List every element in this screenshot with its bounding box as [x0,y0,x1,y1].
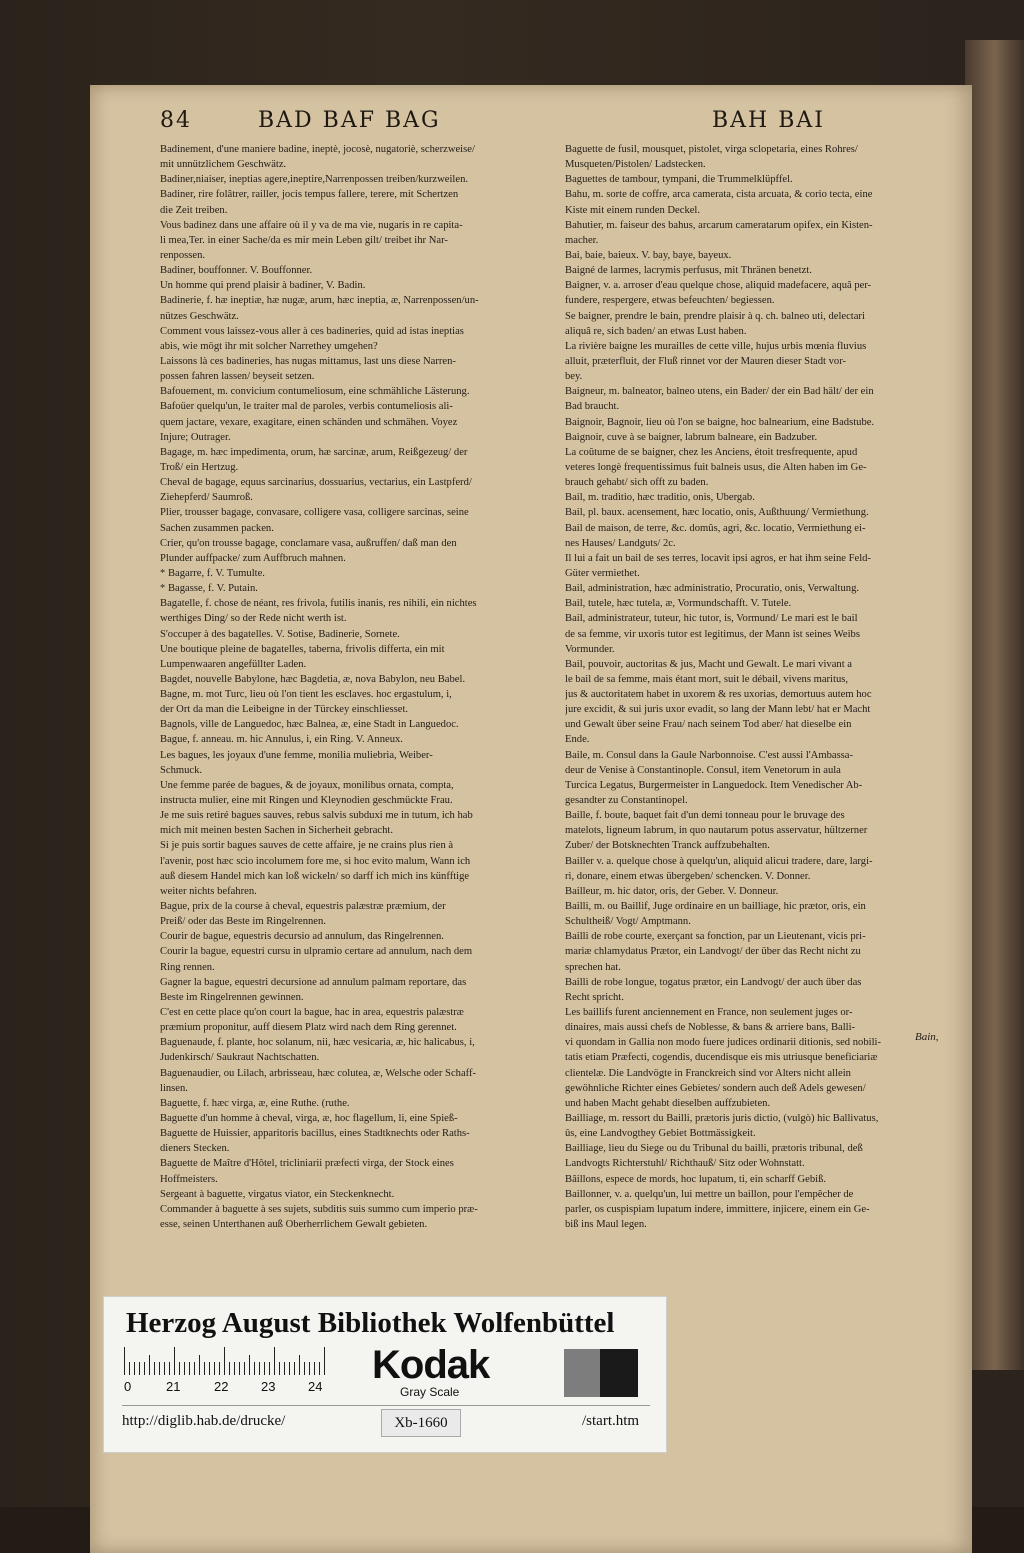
text-line: Bailli, m. ou Baillif, Juge ordinaire en un bailliage, hic prætor, oris, ein [565,901,866,913]
text-line: Sachen zusammen packen. [160,522,274,534]
text-line: fundere, respergere, etwas befeuchten/ begiessen. [565,295,775,307]
text-line: mariæ chlamydatus Prætor, ein Landvogt/ der über das Recht nicht zu [565,946,861,958]
text-line: li mea,Ter. in einer Sache/da es mir mein Leben gilt/ treibet ihr Nar- [160,234,448,246]
text-line: Bagdet, nouvelle Babylone, hæc Bagdetia, æ, nova Babylon, neu Babel. [160,673,466,685]
text-line: Bague, f. anneau. m. hic Annulus, i, ein Ring. V. Anneux. [160,734,403,746]
ruler-tick [214,1362,215,1375]
text-line: weiter nichts befahren. [160,885,257,897]
right-column [565,142,965,1232]
text-line: Schmuck. [160,764,203,776]
card-divider [122,1405,650,1406]
ruler-numbers [124,1379,334,1393]
ruler-tick [169,1362,170,1375]
ruler-tick [319,1362,320,1375]
text-line: Une femme parée de bagues, & de joyaux, monilibus ornata, compta, [160,779,454,791]
left-running-head: BAD BAF BAG [258,108,441,133]
text-line: Je me suis retiré bagues sauves, rebus salvis subduxi me in tutum, ich hab [160,810,473,822]
ruler-number: 22 [214,1379,229,1394]
text-line: Bail, pouvoir, auctoritas & jus, Macht und Gewalt. Le mari vivant a [565,658,853,670]
text-line: mich mit meinen besten Sachen in Sicherheit gebracht. [160,825,393,837]
text-line: Baguenaude, f. plante, hoc solanum, nii, hæc vesicaria, æ, hic halicabus, i, [160,1037,475,1049]
text-line: linsen. [160,1082,188,1094]
text-line: Courir la bague, equestri cursu in ulpramio certare ad annulum, nach dem [160,946,473,958]
text-line: Vormunder. [565,643,615,655]
text-line: Bail de maison, de terre, &c. domûs, agri, &c. locatio, Vermiethung ei- [565,522,866,534]
text-line: Sergeant à baguette, virgatus viator, ein Steckenknecht. [160,1188,395,1200]
ruler-tick [294,1362,295,1375]
text-line: Landvogts Richterstuhl/ Richthauß/ Sitz oder Wohnstatt. [565,1158,805,1170]
text-line: Bafoüer quelqu'un, le traiter mal de paroles, verbis contumeliosis ali- [160,401,453,413]
text-line: Musqueten/Pistolen/ Ladstecken. [565,159,706,171]
ruler-tick [204,1362,205,1375]
text-line: Bâillons, espece de mords, hoc lupatum, ti, ein scharff Gebiß. [565,1173,827,1185]
text-line: Bail, administrateur, tuteur, hic tutor, is, Vormund/ Le mari est le bail [565,613,858,625]
text-line: * Bagarre, f. V. Tumulte. [160,567,265,579]
start-link: /start.htm [582,1413,640,1429]
text-line: præmium proponitur, auff diesem Platz wird nach dem Ring gerennet. [160,1022,457,1034]
ruler-tick [249,1355,250,1375]
ruler-tick [259,1362,260,1375]
facing-page-edge [965,40,1024,1370]
text-line: C'est en cette place qu'on court la bague, hac in area, equestris palæstræ [160,1007,464,1019]
ruler-tick [229,1362,230,1375]
gray-scale-label: Gray Scale [400,1385,460,1399]
ruler-tick [184,1362,185,1375]
text-line: Les baillifs furent anciennement en France, non seulement juges or- [565,1007,853,1019]
text-line: sprechen hat. [565,961,621,973]
text-line: Bai, baie, baieux. V. bay, baye, bayeux. [565,249,732,261]
text-line: auß diesem Handel mich kan loß wickeln/ so darff ich mich ins künfftige [160,870,470,882]
ruler-tick [274,1347,275,1375]
ruler-number: 21 [166,1379,181,1394]
text-line: deur de Venise à Constantinople. Consul, item Venetorum in aula [565,764,841,776]
text-line: La coûtume de se baigner, chez les Anciens, étoit tresfrequente, apud [565,446,858,458]
ruler-tick [304,1362,305,1375]
text-line: Badiner,niaiser, ineptias agere,ineptire,Narrenpossen treiben/kurzweilen. [160,174,469,186]
text-line: Bad braucht. [565,401,620,413]
text-line: Il lui a fait un bail de ses terres, locavit ipsi agros, er hat ihm seine Feld- [565,552,871,564]
ruler-tick [219,1362,220,1375]
text-line: esse, seinen Unterthanen auß Oberherrlichem Gewalt gebieten. [160,1218,428,1230]
text-line: Bailli de robe longue, togatus prætor, ein Landvogt/ der auch über das [565,976,862,988]
text-line: Kiste mit einem runden Deckel. [565,204,701,216]
ruler-tick [174,1347,175,1375]
text-line: veteres longè frequentissimus fuit balneis usus, die Alten haben im Ge- [565,461,867,473]
page-number: 84 [160,108,192,133]
text-line: S'occuper à des bagatelles. V. Sotise, Badinerie, Sornete. [160,628,400,640]
text-line: Bagatelle, f. chose de néant, res frivola, futilis inanis, res nihili, ein nichtes [160,598,477,610]
ruler-tick [154,1362,155,1375]
text-line: Bailleur, m. hic dator, oris, der Geber. V. Donneur. [565,885,779,897]
ruler-number: 0 [124,1379,132,1394]
text-line: Un homme qui prend plaisir à badiner, V. Badin. [160,280,366,292]
text-line: Badiner, rire folâtrer, railler, jocis tempus fallere, terere, mit Schertzen [160,189,459,201]
text-line: ri, donare, einem etwas übergeben/ schencken. V. Donner. [565,870,811,882]
text-line: Baguette d'un homme à cheval, virga, æ, hoc flagellum, li, eine Spieß- [160,1113,458,1124]
gray-patch-mid [564,1349,600,1397]
text-line: Injure; Outrager. [160,431,231,443]
text-line: Bagne, m. mot Turc, lieu où l'on tient les esclaves. hoc ergastulum, i, [160,689,452,701]
text-line: mit unnützlichem Geschwätz. [160,159,287,171]
text-line: matelots, ligneum labrum, in quo nautarum potus asservatur, hültzerner [565,825,868,837]
text-line: Bailler v. a. quelque chose à quelqu'un, aliquid alicui tradere, dare, largi- [565,855,873,867]
text-line: Laissons là ces badineries, has nugas mittamus, last uns diese Narren- [160,355,456,367]
text-line: Baile, m. Consul dans la Gaule Narbonnoise. C'est aussi l'Ambassa- [565,749,854,761]
text-line: Bagnols, ville de Languedoc, hæc Balnea, æ, eine Stadt in Languedoc. [160,719,459,731]
text-line: Commander à baguette à ses sujets, subditis suis summo cum imperio præ- [160,1203,478,1215]
text-line: ûs, eine Landvogthey Gebiet Bottmässigkeit. [565,1128,756,1140]
ruler-tick [179,1362,180,1375]
text-line: gesandter zu Constantinopel. [565,795,688,807]
left-column [160,142,555,1232]
text-line: possen fahren lassen/ beyseit setzen. [160,371,315,383]
text-line: de sa femme, vir uxoris tutor est legitimus, der Mann ist seines Weibs [565,628,860,640]
text-line: Bagage, m. hæc impedimenta, orum, hæ sarcinæ, arum, Reißgezeug/ der [160,446,468,458]
text-line: und haben Macht gehabt dieselben auffzubieten. [565,1097,771,1109]
text-line: Se baigner, prendre le bain, prendre plaisir à q. ch. balneo uti, delectari [565,310,865,322]
text-line: Schultheiß/ Vogt/ Amptmann. [565,916,691,928]
text-line: der Ort da man die Leibeigne in der Türckey einschliesset. [160,704,409,716]
text-line: Baguenaudier, ou Lilach, arbrisseau, hæc colutea, æ, Welsche oder Schaff- [160,1067,477,1079]
text-line: Bailliage, lieu du Siege ou du Tribunal du bailli, prætoris tribunal, deß [565,1143,863,1155]
text-line: jure excidit, & sui juris uxor evadit, so lang der Mann lebt/ hat er Macht [565,704,871,716]
text-line: gewöhnliche Richter eines Gebietes/ sondern auch deß Adels gewesen/ [565,1082,866,1094]
text-line: Baguettes de tambour, tympani, die Trummelklüpffel. [565,174,793,186]
text-line: tatis etiam Præfecti, cogendis, ducendisque eis mis utriusque beneficiariæ [565,1052,878,1064]
text-line: Plier, trousser bagage, convasare, colligere vasa, colligere sarcinas, seine [160,507,469,519]
right-running-head: BAH BAI [712,108,825,133]
text-line: Baigné de larmes, lacrymis perfusus, mit Thränen benetzt. [565,265,812,277]
text-line: macher. [565,234,599,246]
text-line: clientelæ. Die Landvögte in Franckreich sind vor Alters nicht allein [565,1067,851,1079]
text-line: Güter vermiethet. [565,567,640,579]
text-line: nützes Geschwätz. [160,310,239,322]
text-line: Bailliage, m. ressort du Bailli, prætoris juris dictio, (vulgò) hic Ballivatus, [565,1113,879,1124]
ruler-tick [159,1362,160,1375]
text-line: Baguette de Huissier, apparitoris bacillus, eines Stadtknechts oder Raths- [160,1128,470,1140]
ruler-tick [144,1362,145,1375]
text-line: Ende. [565,734,590,746]
text-line: La rivière baigne les murailles de cette ville, hujus urbis mœnia fluvius [565,340,867,352]
text-line: Baguette de fusil, mousquet, pistolet, virga sclopetaria, eines Rohres/ [565,144,858,155]
text-line: vi quondam in Gallia non modo fuere judices ordinarii ditionis, sed nobili- [565,1037,881,1049]
ruler-tick [139,1362,140,1375]
text-line: Badinerie, f. hæ ineptiæ, hæ nugæ, arum, hæc ineptia, æ, Narrenpossen/un- [160,295,479,307]
ruler-tick [269,1362,270,1375]
text-line: Ring rennen. [160,961,215,973]
text-line: bey. [565,371,583,383]
text-line: dinaires, mais aussi chefs de Noblesse, & bans & arriere bans, Balli- [565,1022,856,1034]
ruler-tick [299,1355,300,1375]
text-line: l'avenir, post hæc scio incolumem fore me, si hoc evito malum, Wann ich [160,855,471,867]
text-line: Plunder auffpacke/ zum Auffbruch mahnen. [160,552,346,564]
scale-ruler [124,1347,324,1375]
text-line: Crier, qu'on trousse bagage, conclamare vasa, außruffen/ daß man den [160,537,457,549]
text-line: Baignoir, Bagnoir, lieu où l'on se baigne, hoc balnearium, eine Badstube. [565,416,875,428]
text-line: abis, wie mögt ihr mit solcher Narrethey umgehen? [160,340,378,352]
text-line: Bague, prix de la course à cheval, equestris palæstræ præmium, der [160,901,446,913]
ruler-tick [199,1355,200,1375]
ruler-tick [284,1362,285,1375]
text-line: Si je puis sortir bagues sauves de cette affaire, je ne crains plus rien à [160,840,454,852]
text-line: Baigneur, m. balneator, balneo utens, ein Bader/ der ein Bad hält/ der ein [565,386,874,398]
text-line: jus & auctoritatem habet in uxorem & res uxorias, demortuus autem hoc [565,689,872,701]
text-line: Comment vous laissez-vous aller à ces badineries, quid ad istas ineptias [160,325,464,337]
ruler-tick [289,1362,290,1375]
text-line: Baigner, v. a. arroser d'eau quelque chose, aliquid madefacere, aquâ per- [565,280,872,292]
ruler-tick [264,1362,265,1375]
text-line: Lumpenwaaren angefüllter Laden. [160,658,307,670]
ruler-tick [164,1362,165,1375]
shelfmark: Xb-1660 [381,1409,461,1437]
text-line: Recht spricht. [565,991,624,1003]
text-line: nes Hauses/ Landguts/ 2c. [565,537,676,549]
text-line: renpossen. [160,249,206,261]
text-line: aliquâ re, sich baden/ an etwas Lust haben. [565,325,747,337]
ruler-tick [309,1362,310,1375]
ruler-tick [194,1362,195,1375]
text-line: Baguette de Maître d'Hôtel, tricliniarii præfecti virga, der Stock eines [160,1158,454,1170]
ruler-tick [279,1362,280,1375]
library-card [103,1296,667,1453]
text-line: Ziehepferd/ Saumroß. [160,492,253,504]
text-line: Badinement, d'une maniere badine, ineptè, jocosè, nugatoriè, scherzweise/ [160,144,475,155]
text-line: biß ins Maul legen. [565,1218,647,1230]
text-line: Bahutier, m. faiseur des bahus, arcarum cameratarum opifex, ein Kisten- [565,219,873,231]
text-line: brauch gehabt/ sich offt zu baden. [565,477,709,489]
ruler-tick [209,1362,210,1375]
ruler-number: 24 [308,1379,323,1394]
card-title: Herzog August Bibliothek Wolfenbüttel [126,1307,615,1339]
text-line: Troß/ ein Hertzug. [160,461,239,473]
text-line: und Gewalt über seine Frau/ nach seinem Tod aber/ hat dieselbe ein [565,719,852,731]
text-line: dieners Stecken. [160,1143,230,1155]
catchword: Bain, [915,1031,939,1043]
text-line: instructa mulier, eine mit Ringen und Kleynodien geschmückte Frau. [160,795,453,807]
text-line: quem jactare, vexare, exagitare, einen schänden und schmähen. Voyez [160,416,458,428]
gray-patch-dark [600,1349,638,1397]
ruler-tick [189,1362,190,1375]
text-line: Bail, m. traditio, hæc traditio, onis, Ubergab. [565,492,755,504]
text-line: Bail, pl. baux. acensement, hæc locatio, onis, Außthuung/ Vermiethung. [565,507,869,519]
text-line: Judenkirsch/ Saukraut Nachtschatten. [160,1052,320,1064]
text-line: Baignoir, cuve à se baigner, labrum balneare, ein Badzuber. [565,431,818,443]
library-url: http://diglib.hab.de/drucke/ [122,1413,286,1429]
ruler-tick [314,1362,315,1375]
text-line: Les bagues, les joyaux d'une femme, monilia muliebria, Weiber- [160,749,433,761]
ruler-tick [129,1362,130,1375]
ruler-tick [149,1355,150,1375]
text-line: Zuber/ der Botsknechten Tranck auffzubehalten. [565,840,770,852]
text-line: Turcica Legatus, Burgermeister in Languedock. Item Venedischer Ab- [565,779,863,791]
ruler-tick [134,1362,135,1375]
text-line: Hoffmeisters. [160,1173,218,1185]
text-line: * Bagasse, f. V. Putain. [160,583,258,595]
text-line: Bail, administration, hæc administratio, Procuratio, onis, Verwaltung. [565,583,860,595]
text-line: Bailli de robe courte, exerçant sa fonction, par un Lieutenant, vicis pri- [565,931,866,943]
ruler-tick [234,1362,235,1375]
text-line: Gagner la bague, equestri decursione ad annulum palmam reportare, das [160,976,467,988]
text-line: Bahu, m. sorte de coffre, arca camerata, cista arcuata, & corio tecta, eine [565,189,873,201]
text-line: Courir de bague, equestris decursio ad annulum, das Ringelrennen. [160,931,444,943]
text-line: Bail, tutele, hæc tutela, æ, Vormundschafft. V. Tutele. [565,598,792,610]
ruler-tick [239,1362,240,1375]
text-line: le bail de sa femme, mais étant mort, suit le débail, vivens maritus, [565,673,849,685]
text-line: werthiges Ding/ so der Rede nicht werth ist. [160,613,347,625]
text-line: Preiß/ oder das Beste im Ringelrennen. [160,916,326,928]
ruler-tick [244,1362,245,1375]
ruler-tick [254,1362,255,1375]
ruler-tick [124,1347,125,1375]
ruler-number: 23 [261,1379,276,1394]
text-line: Une boutique pleine de bagatelles, taberna, frivolis differta, ein mit [160,643,445,655]
text-line: Vous badinez dans une affaire où il y va de ma vie, nugaris in re capita- [160,219,463,231]
text-line: die Zeit treiben. [160,204,228,216]
text-line: alluit, præterfluit, der Fluß rinnet vor der Mauren dieser Stadt vor- [565,355,847,367]
text-line: Beste im Ringelrennen gewinnen. [160,991,304,1003]
ruler-tick [324,1347,325,1375]
text-line: Baille, f. boute, baquet fait d'un demi tonneau pour le bruvage des [565,810,845,822]
ruler-tick [224,1347,225,1375]
text-line: Baillonner, v. a. quelqu'un, lui mettre un baillon, pour l'empêcher de [565,1188,854,1200]
text-line: Bafouement, m. convicium contumeliosum, eine schmähliche Lästerung. [160,386,470,398]
text-line: Baguette, f. hæc virga, æ, eine Ruthe. (ruthe. [160,1097,350,1109]
text-line: Cheval de bagage, equus sarcinarius, dossuarius, vectarius, ein Lastpferd/ [160,477,472,489]
kodak-logo: Kodak [372,1343,490,1387]
text-line: parler, os cuspispiam lupatum indere, immittere, injicere, einem ein Ge- [565,1203,870,1215]
text-line: Badiner, bouffonner. V. Bouffonner. [160,265,313,277]
